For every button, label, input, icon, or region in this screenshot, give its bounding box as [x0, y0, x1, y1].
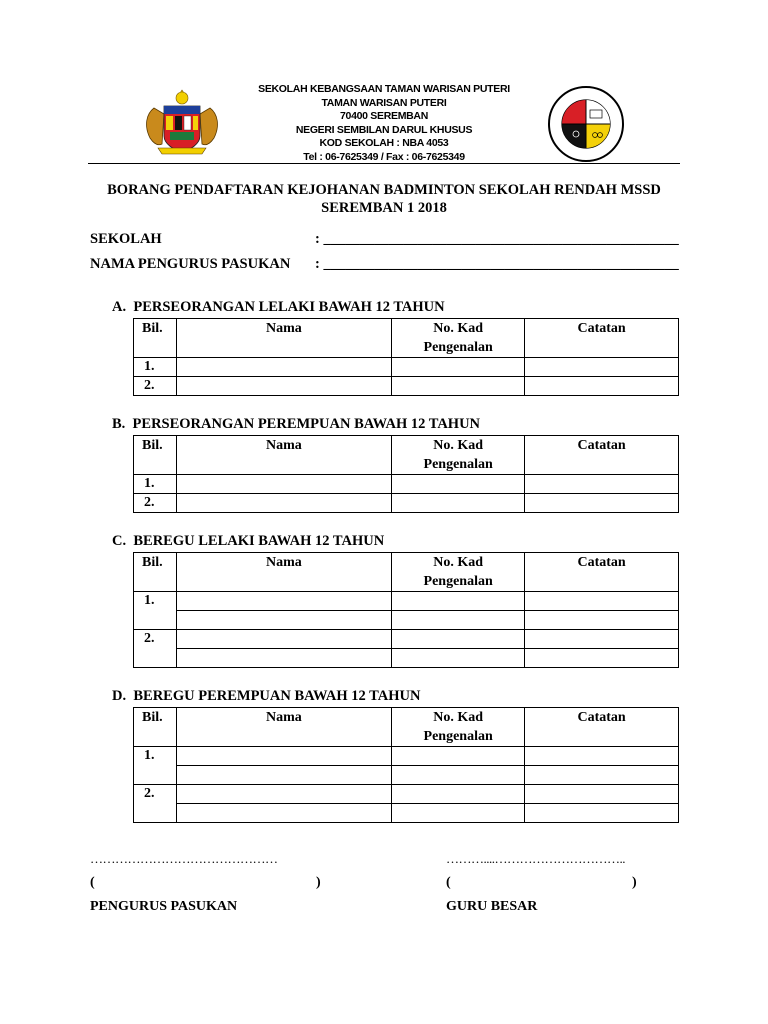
headmaster-role: GURU BESAR	[446, 899, 538, 914]
letterhead-school-name: SEKOLAH KEBANGSAAN TAMAN WARISAN PUTERI	[258, 83, 510, 95]
cell-nama[interactable]	[176, 358, 392, 377]
table-row	[134, 747, 679, 766]
table-row	[134, 494, 679, 513]
col-ic-line2: Pengenalan	[423, 340, 493, 355]
section-title: BEREGU LELAKI BAWAH 12 TAHUN	[133, 533, 385, 549]
form-title-line2: SEREMBAN 1 2018	[321, 200, 447, 216]
table-row	[134, 611, 679, 630]
col-bil: Bil.	[134, 319, 177, 358]
table-row	[134, 377, 679, 396]
cell-catatan[interactable]	[525, 804, 679, 823]
cell-nama[interactable]	[176, 747, 392, 766]
col-ic-line1: No. Kad	[433, 555, 484, 570]
team-manager-signature-line[interactable]: ………………………………………	[90, 851, 278, 866]
col-bil: Bil.	[134, 708, 177, 747]
col-ic	[392, 319, 525, 358]
table-row	[134, 649, 679, 668]
cell-catatan[interactable]	[525, 747, 679, 766]
row-number: 1.	[134, 747, 177, 785]
cell-ic[interactable]	[392, 611, 525, 630]
cell-ic[interactable]	[392, 630, 525, 649]
letterhead-school-code: KOD SEKOLAH : NBA 4053	[319, 137, 449, 149]
col-ic-line1: No. Kad	[433, 438, 484, 453]
col-nama: Nama	[176, 708, 392, 747]
cell-ic[interactable]	[392, 785, 525, 804]
cell-nama[interactable]	[176, 630, 392, 649]
section-title: PERSEORANGAN PEREMPUAN BAWAH 12 TAHUN	[132, 416, 481, 432]
row-number: 2.	[134, 785, 177, 823]
col-catatan: Catatan	[525, 436, 679, 475]
table-row	[134, 358, 679, 377]
section-c-heading	[112, 533, 384, 550]
headmaster-name-open-paren: (	[446, 875, 451, 890]
col-ic-line2: Pengenalan	[423, 574, 493, 589]
section-a-heading	[112, 299, 445, 316]
table-header-row	[134, 319, 679, 358]
team-manager-role: PENGURUS PASUKAN	[90, 899, 238, 914]
col-catatan: Catatan	[525, 708, 679, 747]
row-number: 2.	[134, 630, 177, 668]
cell-nama[interactable]	[176, 766, 392, 785]
team-manager-label: NAMA PENGURUS PASUKAN	[90, 256, 291, 272]
col-bil: Bil.	[134, 436, 177, 475]
row-number: 1.	[134, 358, 177, 377]
section-title: PERSEORANGAN LELAKI BAWAH 12 TAHUN	[133, 299, 445, 315]
table-row	[134, 804, 679, 823]
team-manager-name-close-paren: )	[316, 875, 321, 890]
cell-nama[interactable]	[176, 475, 392, 494]
team-manager-name-open-paren: (	[90, 875, 95, 890]
cell-ic[interactable]	[392, 494, 525, 513]
row-number: 1.	[134, 475, 177, 494]
cell-catatan[interactable]	[525, 649, 679, 668]
col-bil: Bil.	[134, 553, 177, 592]
cell-nama[interactable]	[176, 785, 392, 804]
cell-catatan[interactable]	[525, 592, 679, 611]
cell-catatan[interactable]	[525, 358, 679, 377]
table-row	[134, 592, 679, 611]
cell-ic[interactable]	[392, 747, 525, 766]
section-d-table	[133, 707, 679, 823]
col-nama: Nama	[176, 553, 392, 592]
header-divider	[88, 163, 680, 164]
section-b-heading	[112, 416, 480, 433]
row-number: 2.	[134, 494, 177, 513]
table-row	[134, 475, 679, 494]
section-a-table	[133, 318, 679, 396]
col-ic-line1: No. Kad	[433, 710, 484, 725]
col-ic	[392, 553, 525, 592]
row-number: 2.	[134, 377, 177, 396]
table-row	[134, 785, 679, 804]
cell-ic[interactable]	[392, 377, 525, 396]
row-number: 1.	[134, 592, 177, 630]
cell-nama[interactable]	[176, 377, 392, 396]
col-ic	[392, 708, 525, 747]
cell-nama[interactable]	[176, 611, 392, 630]
school-field[interactable]: : _________________________________________________	[315, 231, 679, 247]
col-nama: Nama	[176, 319, 392, 358]
headmaster-name-close-paren: )	[632, 875, 637, 890]
cell-ic[interactable]	[392, 592, 525, 611]
cell-ic[interactable]	[392, 358, 525, 377]
col-ic	[392, 436, 525, 475]
section-letter: B.	[112, 416, 126, 432]
letterhead-state: NEGERI SEMBILAN DARUL KHUSUS	[295, 123, 473, 136]
form-title-line1: BORANG PENDAFTARAN KEJOHANAN BADMINTON SEKOLAH RENDAH MSSD	[107, 182, 661, 198]
cell-ic[interactable]	[392, 475, 525, 494]
table-row	[134, 766, 679, 785]
cell-catatan[interactable]	[525, 494, 679, 513]
col-catatan: Catatan	[525, 553, 679, 592]
letterhead-area: TAMAN WARISAN PUTERI	[321, 96, 447, 109]
table-row	[134, 630, 679, 649]
headmaster-signature-line[interactable]: ………....…………………………..	[446, 851, 625, 866]
letterhead-contact: Tel : 06-7625349 / Fax : 06-7625349	[303, 150, 465, 163]
table-header-row	[134, 708, 679, 747]
section-b-table	[133, 435, 679, 513]
col-nama: Nama	[176, 436, 392, 475]
section-d-heading	[112, 688, 420, 705]
col-catatan: Catatan	[525, 319, 679, 358]
team-manager-field[interactable]: : _________________________________________________	[315, 256, 679, 272]
section-letter: A.	[112, 299, 127, 315]
cell-ic[interactable]	[392, 649, 525, 668]
letterhead	[0, 83, 768, 164]
col-ic-line2: Pengenalan	[423, 729, 493, 744]
table-header-row	[134, 553, 679, 592]
section-letter: D.	[112, 688, 127, 704]
cell-ic[interactable]	[392, 804, 525, 823]
letterhead-postcode: 70400 SEREMBAN	[339, 110, 428, 122]
cell-catatan[interactable]	[525, 766, 679, 785]
cell-ic[interactable]	[392, 766, 525, 785]
col-ic-line1: No. Kad	[433, 321, 484, 336]
cell-catatan[interactable]	[525, 611, 679, 630]
section-letter: C.	[112, 533, 127, 549]
school-label: SEKOLAH	[90, 231, 162, 247]
section-c-table	[133, 552, 679, 668]
cell-nama[interactable]	[176, 649, 392, 668]
cell-catatan[interactable]	[525, 475, 679, 494]
cell-catatan[interactable]	[525, 785, 679, 804]
cell-catatan[interactable]	[525, 377, 679, 396]
cell-nama[interactable]	[176, 592, 392, 611]
col-ic-line2: Pengenalan	[423, 457, 493, 472]
cell-nama[interactable]	[176, 494, 392, 513]
section-title: BEREGU PEREMPUAN BAWAH 12 TAHUN	[133, 688, 421, 704]
table-header-row	[134, 436, 679, 475]
cell-catatan[interactable]	[525, 630, 679, 649]
form-title	[0, 181, 768, 217]
cell-nama[interactable]	[176, 804, 392, 823]
